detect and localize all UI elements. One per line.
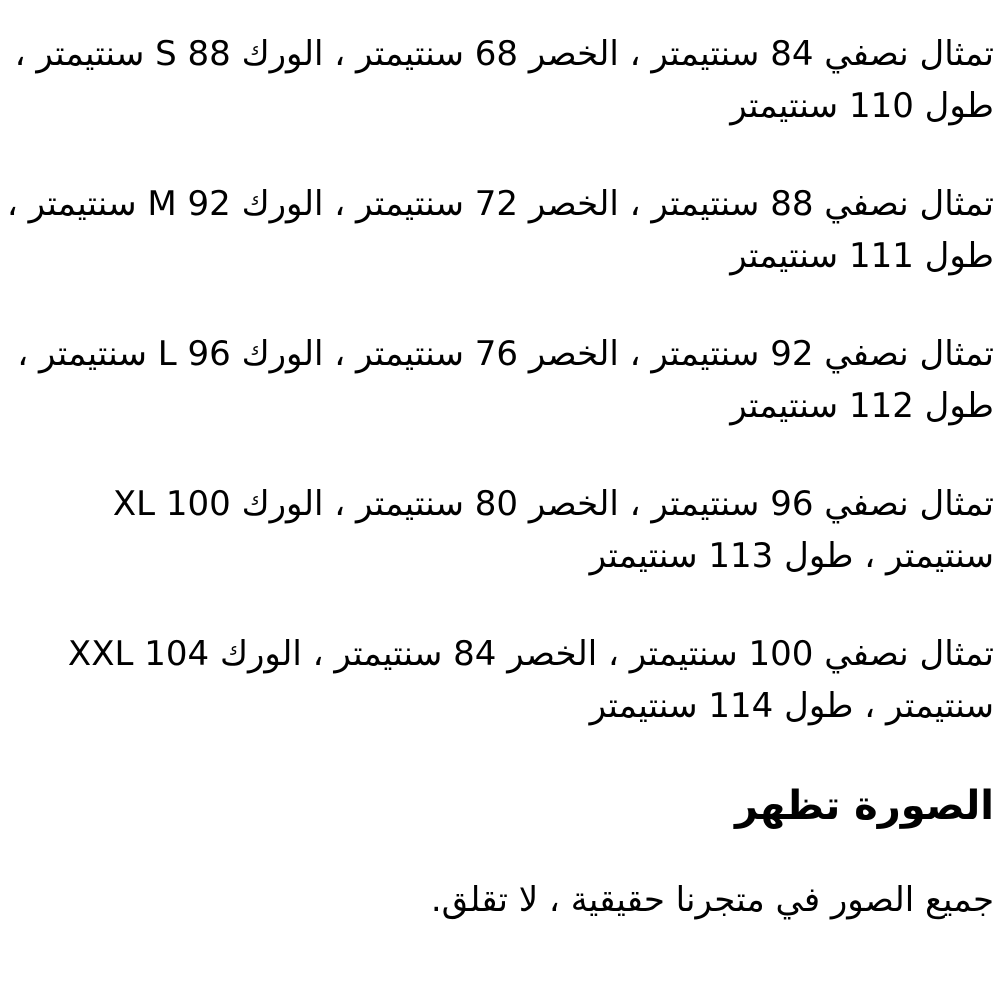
size-l-description: تمثال نصفي 92 سنتيمتر ، الخصر 76 سنتيمتر ، الورك 96 L سنتيمتر ، طول 112 سنتيمتر — [17, 334, 994, 426]
section-heading: الصورة تظهر — [734, 783, 994, 829]
size-m-description: تمثال نصفي 88 سنتيمتر ، الخصر 72 سنتيمتر ، الورك 92 M سنتيمتر ، طول 111 سنتيمتر — [6, 184, 994, 276]
size-xl-description: تمثال نصفي 96 سنتيمتر ، الخصر 80 سنتيمتر ، الورك 100 XL سنتيمتر ، طول 113 سنتيمتر — [112, 484, 994, 576]
footer-note: جميع الصور في متجرنا حقيقية ، لا تقلق. — [430, 880, 994, 920]
size-chart-page — [0, 28, 1000, 926]
size-xxl-description: تمثال نصفي 100 سنتيمتر ، الخصر 84 سنتيمتر ، الورك XXL 104 سنتيمتر ، طول 114 سنتيمتر — [67, 634, 994, 726]
size-s-description: تمثال نصفي 84 سنتيمتر ، الخصر 68 سنتيمتر ، الورك 88 S سنتيمتر ، طول 110 سنتيمتر — [14, 34, 994, 126]
